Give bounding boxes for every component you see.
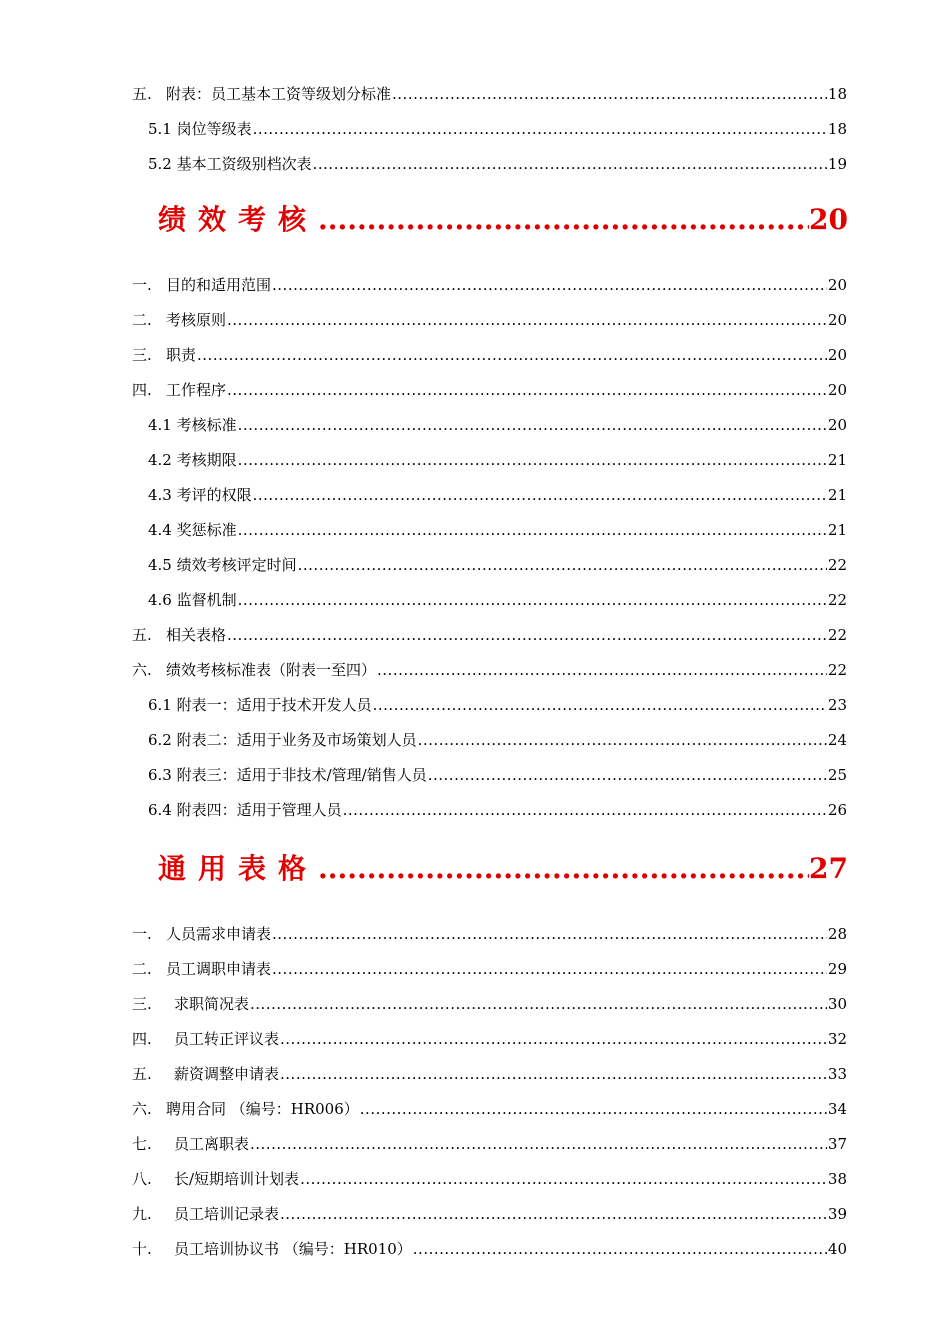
toc-entry-number: 一.	[132, 276, 152, 294]
toc-leader-dots	[272, 924, 827, 944]
toc-entry-page: 38	[827, 1170, 847, 1188]
toc-subentry[interactable]	[148, 415, 847, 435]
toc-entry-text: 4.4 奖惩标准	[148, 521, 237, 539]
toc-leader-dots	[272, 959, 827, 979]
toc-entry-page: 22	[827, 626, 847, 644]
toc-entry-text: 工作程序	[166, 381, 227, 399]
toc-leader-dots	[238, 450, 827, 470]
toc-entry-page: 20	[827, 276, 847, 294]
toc-leader-dots	[360, 1099, 827, 1119]
toc-subentry[interactable]	[148, 800, 847, 820]
toc-entry-text: 附表：员工基本工资等级划分标准	[166, 85, 392, 103]
toc-leader-dots	[197, 345, 827, 365]
toc-entry-text: 员工离职表	[174, 1135, 250, 1153]
toc-entry-text: 聘用合同 （编号：HR006）	[166, 1100, 359, 1118]
section-title: 绩效考核	[158, 203, 319, 236]
toc-leader-dots	[227, 310, 827, 330]
toc-entry-text: 绩效考核标准表（附表一至四）	[166, 661, 377, 679]
toc-entry-page: 22	[827, 661, 847, 679]
toc-subentry[interactable]	[148, 520, 847, 540]
toc-entry-text: 职责	[166, 346, 197, 364]
toc-leader-dots	[300, 1169, 827, 1189]
toc-entry-text: 目的和适用范围	[166, 276, 272, 294]
toc-entry-number: 九.	[132, 1205, 152, 1223]
toc-entry-number: 五.	[132, 626, 152, 644]
toc-leader-dots	[253, 119, 827, 139]
toc-entry-number: 二.	[132, 311, 152, 329]
toc-entry[interactable]	[132, 1134, 847, 1154]
toc-entry-page: 20	[827, 416, 847, 434]
toc-subentry[interactable]	[148, 695, 847, 715]
toc-leader-dots	[313, 154, 827, 174]
toc-entry-number: 十.	[132, 1240, 152, 1258]
toc-entry-number: 四.	[132, 381, 152, 399]
toc-entry-page: 18	[827, 85, 847, 103]
toc-entry-text: 员工培训记录表	[174, 1205, 280, 1223]
toc-leader-dots	[250, 994, 827, 1014]
section-page: 20	[809, 203, 848, 236]
toc-entry[interactable]	[132, 1029, 847, 1049]
toc-entry-text: 薪资调整申请表	[174, 1065, 280, 1083]
toc-entry-text: 4.3 考评的权限	[148, 486, 252, 504]
toc-subentry[interactable]	[148, 154, 847, 174]
toc-entry[interactable]	[132, 959, 847, 979]
toc-entry-page: 39	[827, 1205, 847, 1223]
toc-entry-text: 5.1 岗位等级表	[148, 120, 252, 138]
toc-entry-text: 6.4 附表四：适用于管理人员	[148, 801, 342, 819]
toc-leader-dots	[253, 485, 827, 505]
toc-leader-dots	[373, 695, 827, 715]
toc-entry[interactable]	[132, 310, 847, 330]
section-leader-dots	[318, 202, 809, 238]
section-leader-dots	[318, 851, 809, 887]
toc-entry[interactable]	[132, 660, 847, 680]
toc-leader-dots	[392, 84, 827, 104]
toc-entry-number: 五.	[132, 85, 152, 103]
toc-leader-dots	[413, 1239, 827, 1259]
toc-entry-text: 求职简况表	[174, 995, 250, 1013]
toc-entry-page: 33	[827, 1065, 847, 1083]
toc-entry-page: 21	[827, 486, 847, 504]
toc-leader-dots	[377, 660, 827, 680]
toc-entry-page: 37	[827, 1135, 847, 1153]
toc-entry[interactable]	[132, 275, 847, 295]
toc-leader-dots	[238, 415, 827, 435]
toc-entry-text: 员工培训协议书 （编号：HR010）	[174, 1240, 412, 1258]
toc-leader-dots	[298, 555, 827, 575]
toc-entry-page: 25	[827, 766, 847, 784]
toc-leader-dots	[280, 1029, 827, 1049]
toc-leader-dots	[418, 730, 827, 750]
toc-entry-page: 18	[827, 120, 847, 138]
toc-entry[interactable]	[132, 1099, 847, 1119]
toc-leader-dots	[272, 275, 827, 295]
toc-subentry[interactable]	[148, 555, 847, 575]
toc-subentry[interactable]	[148, 485, 847, 505]
toc-entry-number: 六.	[132, 1100, 152, 1118]
toc-subentry[interactable]	[148, 450, 847, 470]
toc-entry-text: 员工转正评议表	[174, 1030, 280, 1048]
toc-entry[interactable]	[132, 1204, 847, 1224]
toc-subentry[interactable]	[148, 590, 847, 610]
toc-entry-number: 八.	[132, 1170, 152, 1188]
toc-leader-dots	[428, 765, 827, 785]
toc-entry-page: 32	[827, 1030, 847, 1048]
toc-entry-page: 21	[827, 521, 847, 539]
toc-entry-page: 22	[827, 556, 847, 574]
toc-entry-text: 人员需求申请表	[166, 925, 272, 943]
section-heading-performance[interactable]	[158, 202, 848, 238]
toc-entry-number: 一.	[132, 925, 152, 943]
toc-leader-dots	[280, 1064, 827, 1084]
toc-entry-text: 考核原则	[166, 311, 227, 329]
toc-entry[interactable]	[132, 345, 847, 365]
toc-entry[interactable]	[132, 84, 847, 104]
toc-entry[interactable]	[132, 1064, 847, 1084]
toc-subentry[interactable]	[148, 119, 847, 139]
toc-entry-text: 员工调职申请表	[166, 960, 272, 978]
toc-entry-page: 40	[827, 1240, 847, 1258]
toc-entry-text: 5.2 基本工资级别档次表	[148, 155, 312, 173]
toc-subentry[interactable]	[148, 765, 847, 785]
toc-entry-number: 三.	[132, 995, 152, 1013]
section-heading-general-forms[interactable]	[158, 851, 848, 887]
toc-entry-number: 七.	[132, 1135, 152, 1153]
toc-entry-page: 20	[827, 346, 847, 364]
toc-leader-dots	[238, 590, 827, 610]
toc-entry-text: 4.6 监督机制	[148, 591, 237, 609]
toc-entry-page: 20	[827, 381, 847, 399]
toc-entry[interactable]	[132, 380, 847, 400]
toc-entry-page: 23	[827, 696, 847, 714]
toc-leader-dots	[227, 380, 827, 400]
toc-entry-text: 4.1 考核标准	[148, 416, 237, 434]
toc-entry[interactable]	[132, 1239, 847, 1259]
toc-entry-page: 20	[827, 311, 847, 329]
toc-entry-page: 28	[827, 925, 847, 943]
toc-entry-text: 相关表格	[166, 626, 227, 644]
toc-leader-dots	[238, 520, 827, 540]
toc-entry-number: 三.	[132, 346, 152, 364]
toc-entry-number: 五.	[132, 1065, 152, 1083]
toc-entry-page: 30	[827, 995, 847, 1013]
toc-leader-dots	[280, 1204, 827, 1224]
toc-entry[interactable]	[132, 1169, 847, 1189]
section-title: 通用表格	[158, 852, 319, 885]
toc-entry[interactable]	[132, 625, 847, 645]
toc-entry-text: 4.2 考核期限	[148, 451, 237, 469]
toc-leader-dots	[343, 800, 827, 820]
toc-entry-page: 22	[827, 591, 847, 609]
toc-entry-page: 19	[827, 155, 847, 173]
toc-subentry[interactable]	[148, 730, 847, 750]
toc-entry-page: 26	[827, 801, 847, 819]
toc-entry-number: 二.	[132, 960, 152, 978]
toc-leader-dots	[250, 1134, 827, 1154]
toc-entry-text: 4.5 绩效考核评定时间	[148, 556, 297, 574]
toc-entry-page: 24	[827, 731, 847, 749]
toc-entry-text: 6.1 附表一：适用于技术开发人员	[148, 696, 372, 714]
toc-entry-page: 21	[827, 451, 847, 469]
toc-entry-text: 6.3 附表三：适用于非技术/管理/销售人员	[148, 766, 427, 784]
toc-entry-number: 六.	[132, 661, 152, 679]
toc-entry-page: 29	[827, 960, 847, 978]
toc-leader-dots	[227, 625, 827, 645]
toc-entry-text: 6.2 附表二：适用于业务及市场策划人员	[148, 731, 417, 749]
toc-entry[interactable]	[132, 994, 847, 1014]
section-page: 27	[809, 852, 848, 885]
toc-entry[interactable]	[132, 924, 847, 944]
toc-entry-number: 四.	[132, 1030, 152, 1048]
toc-entry-page: 34	[827, 1100, 847, 1118]
toc-entry-text: 长/短期培训计划表	[174, 1170, 300, 1188]
